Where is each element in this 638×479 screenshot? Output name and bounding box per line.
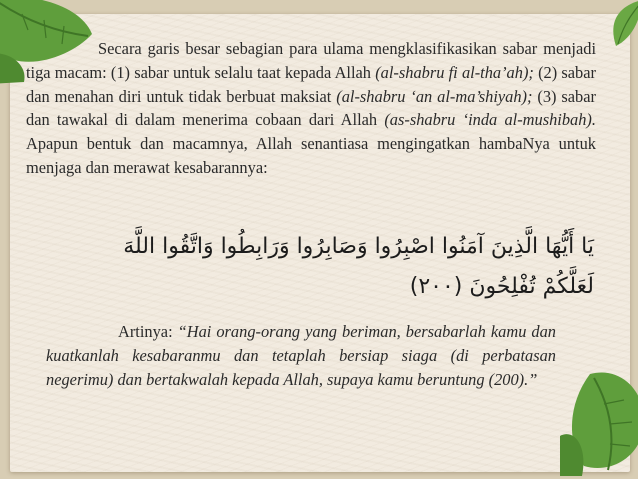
- leaf-bottom-right-decoration: [560, 366, 638, 476]
- intro-paragraph: [26, 37, 596, 180]
- translation-label: Artinya:: [118, 322, 173, 341]
- intro-text-2: (2) sabar dan menahan diri untuk tidak berbuat maksiat: [26, 62, 596, 106]
- intro-term-2: (al-shabru ‘an al-ma’shiyah);: [336, 86, 533, 106]
- verse-line-2: لَعَلَّكُمْ تُفْلِحُونَ (٢٠٠): [409, 274, 594, 299]
- intro-text-1: Secara garis besar sebagian para ulama mengklasifikasikan sabar menjadi tiga macam: (1) sabar untuk selalu taat kepada Allah: [26, 39, 596, 82]
- translation-paragraph: [46, 320, 556, 393]
- arabic-verse: [30, 227, 594, 307]
- intro-text-4: Apapun bentuk dan macamnya, Allah senantiasa mengingatkan hambaNya untuk menjaga dan merawat kesabarannya:: [26, 134, 596, 177]
- translation-text: “Hai orang-orang yang beriman, bersabarlah kamu dan kuatkanlah kesabaranmu dan tetaplah bersiap siaga (di perbatasan negerimu) dan bertakwalah kepada Allah, supaya kamu beruntung (200).”: [46, 322, 556, 390]
- leaf-top-right-decoration: [598, 0, 638, 50]
- intro-text-3: (3) sabar dan tawakal di dalam menerima cobaan dari Allah: [26, 86, 596, 130]
- intro-term-3: (as-shabru ‘inda al-mushibah).: [384, 110, 596, 130]
- verse-line-1: يَا أَيُّهَا الَّذِينَ آمَنُوا اصْبِرُوا وَصَابِرُوا وَرَابِطُوا وَاتَّقُوا اللَّهَ: [123, 234, 594, 259]
- intro-term-1: (al-shabru fi al-tha’ah);: [375, 62, 534, 82]
